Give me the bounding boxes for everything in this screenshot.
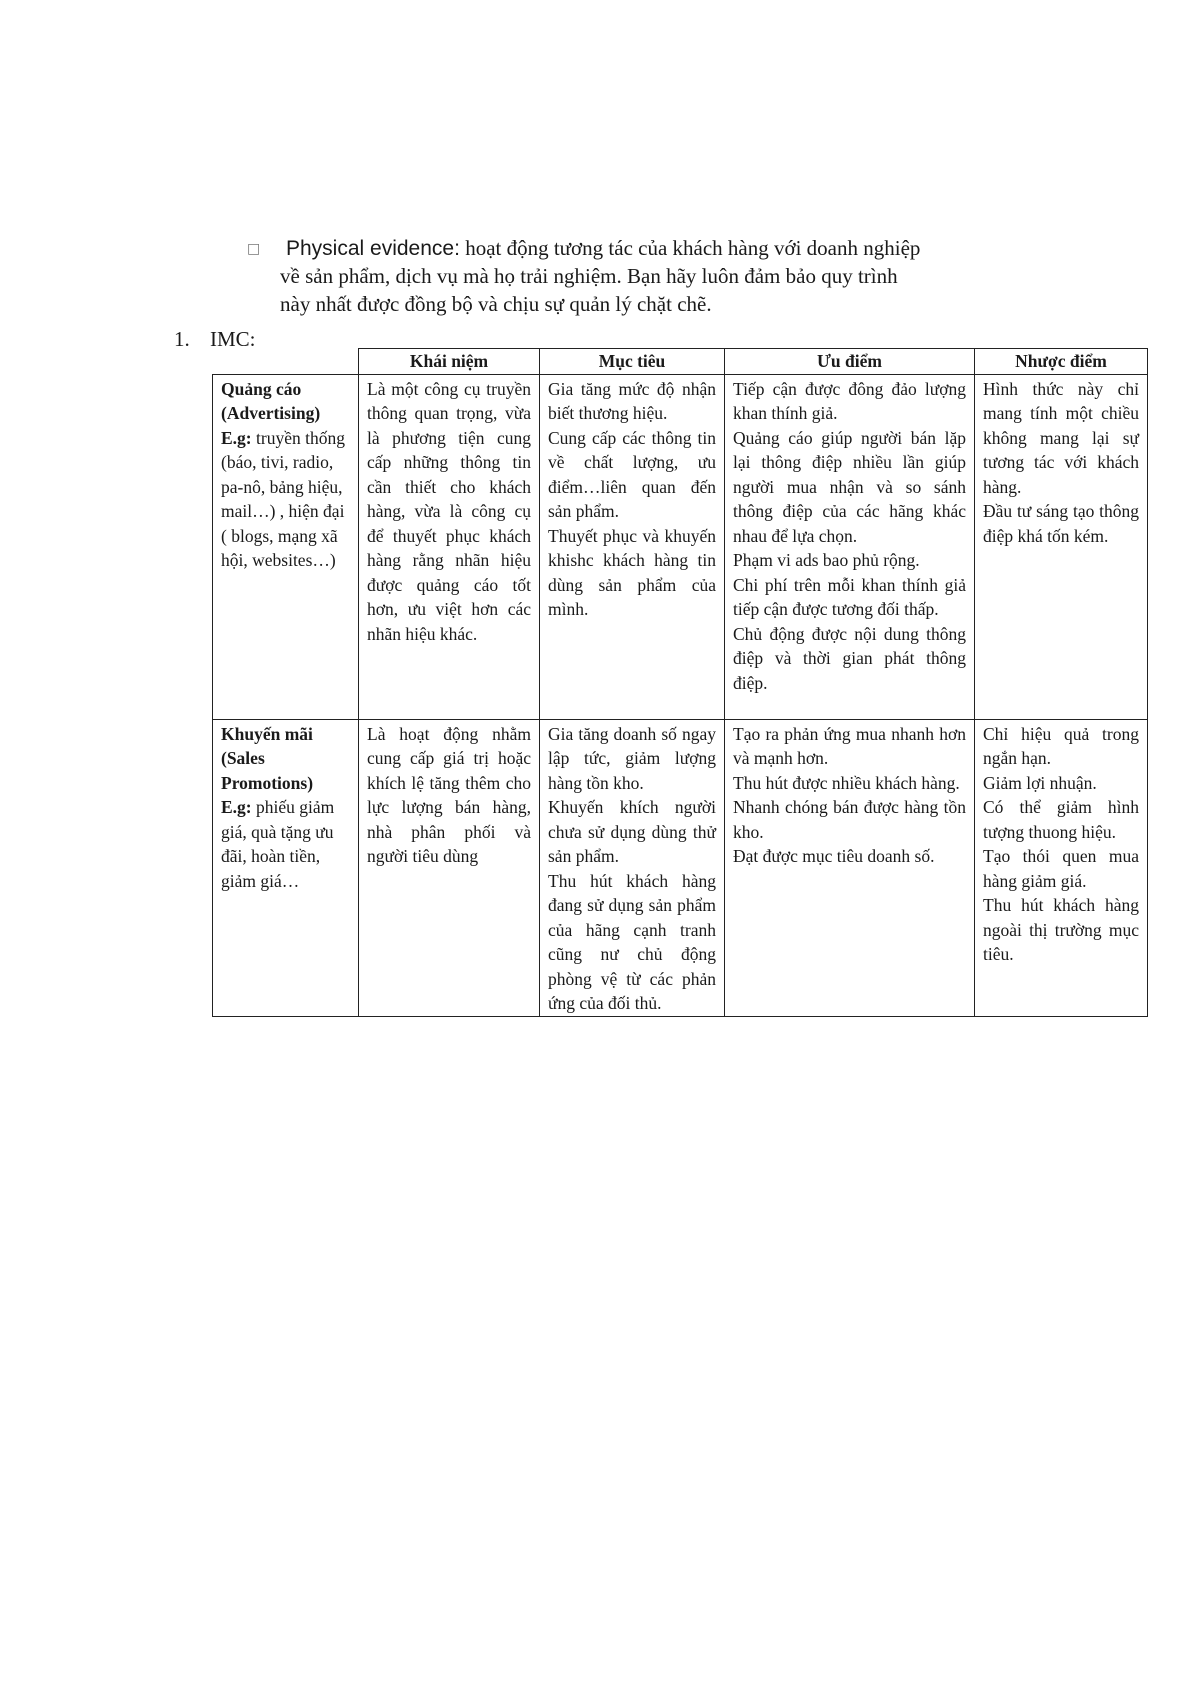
- con-item: Tạo thói quen mua hàng giảm giá.: [983, 846, 1139, 891]
- bullet-line-1: hoạt động tương tác của khách hàng với doanh nghiệp: [465, 236, 921, 260]
- header-pros: Ưu điểm: [725, 349, 975, 375]
- con-item: Thu hút khách hàng ngoài thị trường mục tiêu.: [983, 895, 1139, 964]
- pro-item: Đạt được mục tiêu doanh số.: [733, 846, 935, 866]
- cons-cell: [975, 719, 1148, 1016]
- row-example: [221, 795, 350, 893]
- header-concept: Khái niệm: [359, 349, 540, 375]
- goal-item: Khuyến khích người chưa sử dụng dùng thử sản phẩm.: [548, 797, 716, 866]
- row-label-cell: [213, 719, 359, 1016]
- bullet-line-3: này nhất được đồng bộ và chịu sự quản lý chặt chẽ.: [280, 292, 712, 316]
- pro-item: Tiếp cận được đông đảo lượng khan thính giả.: [733, 378, 966, 423]
- eg-text: phiếu giảm giá, quà tặng ưu đãi, hoàn tiền, giảm giá…: [221, 797, 335, 891]
- header-empty-cell: [213, 349, 359, 375]
- imc-table-container: [212, 348, 1139, 1031]
- con-item: Đầu tư sáng tạo thông điệp khá tốn kém.: [983, 501, 1139, 546]
- con-item: Hình thức này chỉ mang tính một chiều không mang lại sự tương tác với khách hàng.: [983, 378, 1139, 497]
- table-row-advertising: [213, 374, 1148, 719]
- table-header-row: [213, 349, 1148, 375]
- eg-text: truyền thống (báo, tivi, radio, pa-nô, bảng hiệu, mail…) , hiện đại ( blogs, mạng xã hội, websites…): [221, 427, 345, 570]
- goal-item: Gia tăng doanh số ngay lập tức, giảm lượng hàng tồn kho.: [548, 723, 716, 793]
- row-name: Khuyến mãi (Sales Promotions): [221, 723, 314, 793]
- pro-item: Nhanh chóng bán được hàng tồn kho.: [733, 797, 966, 842]
- row-label-cell: [213, 374, 359, 719]
- section-title: IMC:: [210, 327, 256, 351]
- con-item: Chỉ hiệu quả trong ngắn hạn.: [983, 723, 1139, 768]
- table-row-sales-promotions: [213, 719, 1148, 1016]
- eg-label: E.g:: [221, 427, 252, 448]
- section-number: 1.: [174, 327, 190, 351]
- concept-cell: Là một công cụ truyền thông quan trọng, vừa là phương tiện cung cấp những thông tin cần thiết cho khách hàng, vừa là công cụ để thuyết phục khách hàng rằng nhãn hiệu được quảng cáo tốt hơn, ưu việt hơn các nhãn hiệu khác.: [359, 374, 540, 719]
- eg-label: E.g:: [221, 797, 252, 817]
- imc-table: [212, 348, 1148, 1017]
- goal-item: Thu hút khách hàng đang sử dụng sản phẩm của hãng cạnh tranh cũng nư chủ động phòng vệ từ các phản ứng của đối thủ.: [548, 870, 716, 1013]
- pros-cell: [725, 374, 975, 719]
- bullet-term: Physical evidence:: [286, 237, 460, 260]
- pro-item: Quảng cáo giúp người bán lặp lại thông điệp nhiều lần giúp người mua nhận và so sánh thông điệp của các hãng khác nhau để lựa chọn.: [733, 427, 966, 546]
- header-goals: Mục tiêu: [540, 349, 725, 375]
- goal-item: Gia tăng mức độ nhận biết thương hiệu.: [548, 378, 716, 423]
- goals-cell: [540, 719, 725, 1016]
- con-item: Giảm lợi nhuận.: [983, 772, 1097, 793]
- header-cons: Nhược điểm: [975, 349, 1148, 375]
- bullet-line-2: về sản phẩm, dịch vụ mà họ trải nghiệm. Bạn hãy luôn đảm bảo quy trình: [280, 264, 898, 288]
- row-name: Quảng cáo (Advertising): [221, 378, 321, 423]
- goal-item: Thuyết phục và khuyến khishc khách hàng tin dùng sản phẩm của mình.: [548, 525, 716, 619]
- pros-cell: [725, 719, 975, 1016]
- pro-item: Chủ động được nội dung thông điệp và thời gian phát thông điệp.: [733, 623, 966, 693]
- row-example: [221, 426, 350, 573]
- con-item: Có thể giảm hình tượng thuong hiệu.: [983, 797, 1139, 842]
- goals-cell: [540, 374, 725, 719]
- bullet-box-icon: □: [247, 241, 261, 257]
- concept-cell: Là hoạt động nhằm cung cấp giá trị hoặc khích lệ tăng thêm cho lực lượng bán hàng, nhà phân phối và người tiêu dùng: [359, 719, 540, 1016]
- pro-item: Thu hút được nhiều khách hàng.: [733, 772, 960, 793]
- cons-cell: [975, 374, 1148, 719]
- pro-item: Tạo ra phản ứng mua nhanh hơn và mạnh hơn.: [733, 723, 966, 768]
- goal-item: Cung cấp các thông tin về chất lượng, ưu điểm…liên quan đến sản phẩm.: [548, 427, 716, 521]
- pro-item: Chi phí trên mỗi khan thính giả tiếp cận được tương đối thấp.: [733, 574, 966, 619]
- pro-item: Phạm vi ads bao phủ rộng.: [733, 550, 920, 570]
- bullet-physical-evidence: [247, 234, 1050, 263]
